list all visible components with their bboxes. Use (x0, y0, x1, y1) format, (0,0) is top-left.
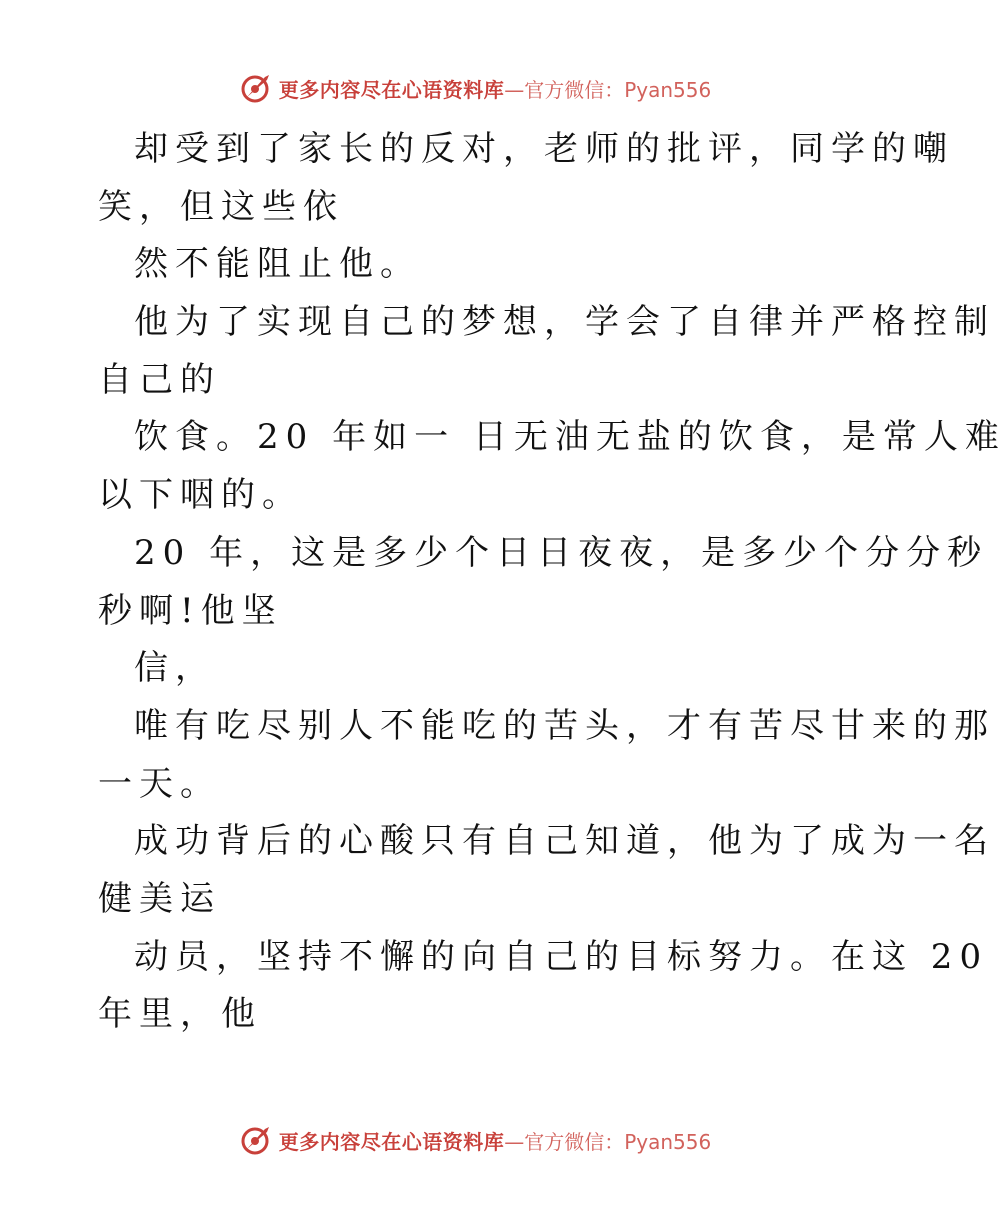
paragraph-line: 却受到了家长的反对，老师的批评，同学的嘲 (134, 129, 954, 169)
quill-circle-logo-icon (239, 1123, 273, 1157)
footer-banner (0, 1120, 950, 1160)
footer-banner-main-text: 更多内容尽在心语资料库 (278, 1129, 505, 1154)
header-banner-main-text: 更多内容尽在心语资料库 (278, 77, 505, 102)
paragraph-line: 信， (134, 648, 216, 689)
paragraph-line: 饮食。20 年如一 日无油无盐的饮食，是常人难 (134, 417, 1006, 458)
paragraph-line: 20 年，这是多少个日日夜夜，是多少个分分秒 (134, 532, 989, 573)
paragraph-line: 以下咽的。 (98, 475, 303, 516)
paragraph-line: 成功背后的心酸只有自己知道，他为了成为一名 (134, 821, 995, 862)
paragraph-line: 自己的 (98, 359, 221, 400)
paragraph-line: 健美运 (98, 878, 221, 919)
paragraph-line: 年里，他 (98, 994, 262, 1035)
paragraph-line: 然不能阻止他。 (134, 244, 421, 285)
paragraph-line: 动员，坚持不懈的向自己的目标努力。在这 20 (134, 936, 989, 977)
paragraph-line: 唯有吃尽别人不能吃的苦头，才有苦尽甘来的那 (134, 705, 995, 746)
paragraph-line: 一天。 (98, 763, 221, 804)
header-banner-sub-text: —官方微信：Pyan556 (504, 77, 712, 102)
document-body (98, 121, 1006, 1044)
paragraph-line: 他为了实现自己的梦想，学会了自律并严格控制 (134, 302, 995, 343)
paragraph-line: 笑，但这些依 (98, 186, 344, 227)
footer-banner-sub-text: —官方微信：Pyan556 (504, 1129, 712, 1154)
header-banner (0, 68, 950, 108)
quill-circle-logo-icon (239, 71, 273, 105)
paragraph-line: 秒啊!他坚 (98, 590, 283, 631)
